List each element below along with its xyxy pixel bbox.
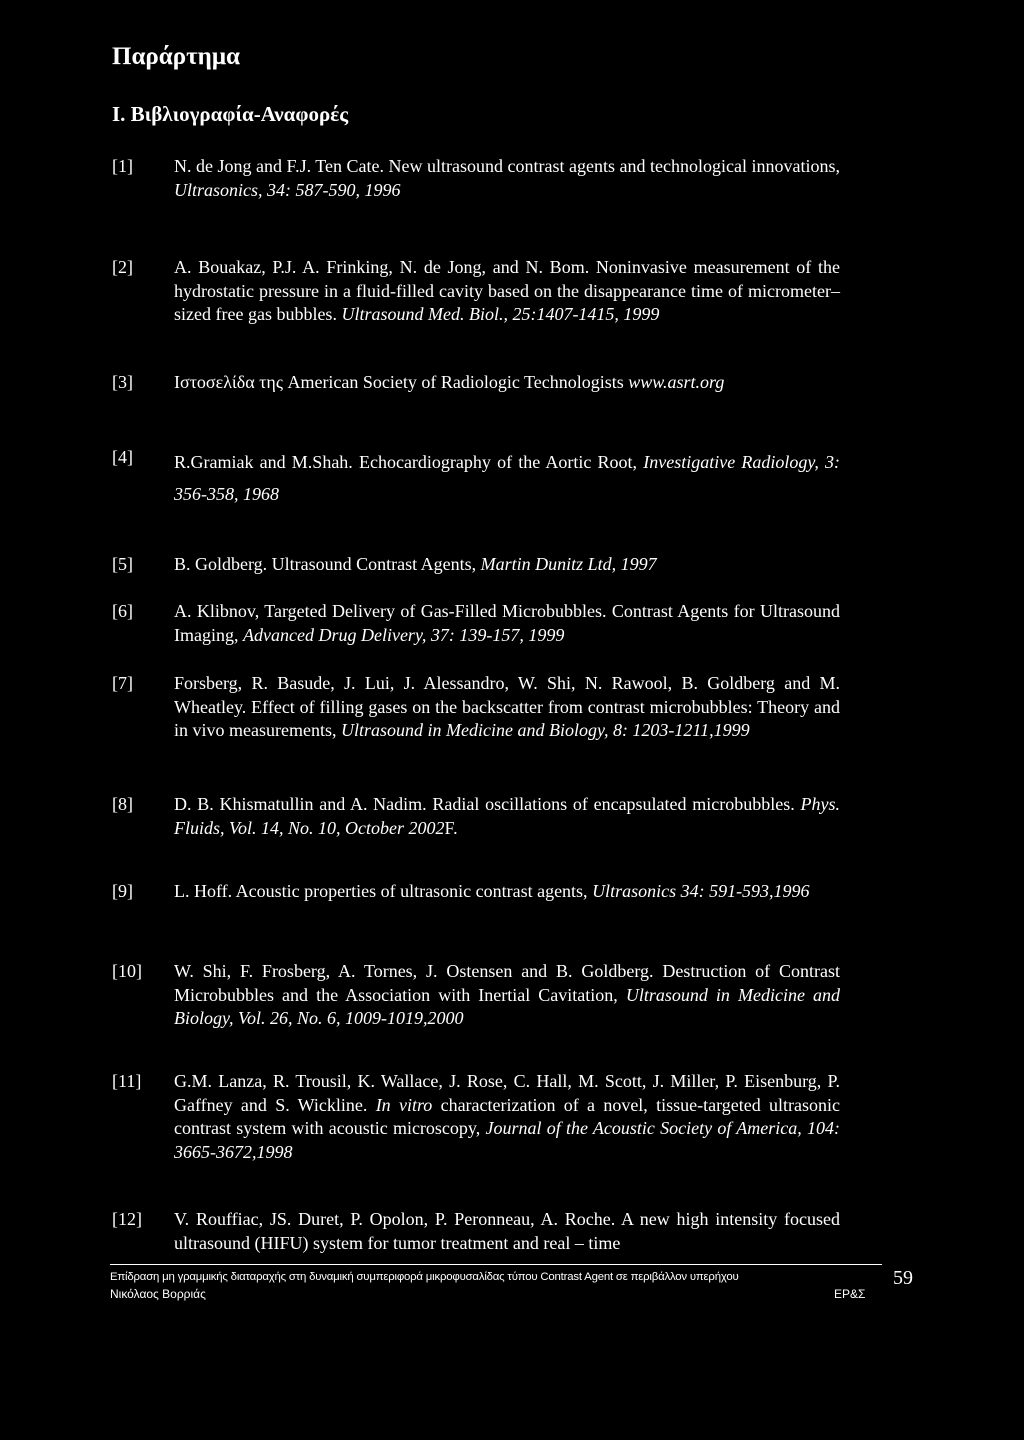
- reference-source: Phys. Fluids, Vol. 14, No. 10, October 2002: [174, 794, 840, 838]
- reference-number: [10]: [112, 961, 142, 981]
- page-title: Παράρτημα: [112, 43, 240, 70]
- reference-text: [174, 600, 840, 647]
- page-number: 59: [893, 1267, 913, 1289]
- reference-number: [11]: [112, 1071, 142, 1091]
- section-title: I. Βιβλιογραφία-Αναφορές: [112, 102, 349, 126]
- reference-source: Ultrasound in Medicine and Biology, 8: 1203-1211,1999: [340, 720, 750, 740]
- reference-segment: R.Gramiak and M.Shah. Echocardiography of the Aortic Root,: [174, 452, 644, 472]
- reference-segment: V. Rouffiac, JS. Duret, P. Opolon, P. Peronneau, A. Roche. A new high intensity focused ultrasound (HIFU) system for tumor treatment and real – time: [174, 1209, 840, 1253]
- reference-number: [2]: [112, 257, 133, 277]
- footer-department: ΕΡ&Σ: [834, 1287, 866, 1301]
- reference-segment: D. B. Khismatullin and A. Nadim. Radial oscillations of encapsulated microbubbles.: [174, 794, 801, 814]
- reference-segment: characterization of a novel, tissue-targeted ultrasonic contrast system with acoustic microscopy,: [174, 1094, 840, 1138]
- reference-text: [174, 1208, 840, 1255]
- reference-source: Advanced Drug Delivery, 37: 139-157, 1999: [243, 624, 565, 645]
- reference-segment: A. Klibnov, Targeted Delivery of Gas-Filled Microbubbles. Contrast Agents for Ultrasound Imaging,: [174, 601, 840, 645]
- reference-source: Martin Dunitz Ltd, 1997: [480, 554, 657, 574]
- reference-source: www.asrt.org: [628, 372, 725, 392]
- reference-text: [174, 155, 840, 202]
- reference-number: [4]: [112, 447, 133, 467]
- reference-segment: B. Goldberg. Ultrasound Contrast Agents,: [174, 554, 481, 574]
- reference-text: [174, 371, 840, 395]
- reference-number: [12]: [112, 1209, 142, 1229]
- reference-text: [174, 256, 840, 327]
- reference-text: [174, 1070, 840, 1164]
- reference-segment: A. Bouakaz, P.J. A. Frinking, N. de Jong, and N. Bom. Noninvasive measurement of the hydrostatic pressure in a fluid-filled cavity based on the disappearance time of micrometer–sized free gas bubbles.: [174, 257, 840, 324]
- reference-segment: Ιστοσελίδα της American Society of Radiologic Technologists: [174, 372, 629, 392]
- footer-rule: [110, 1264, 882, 1265]
- reference-segment: N. de Jong and F.J. Ten Cate. New ultrasound contrast agents and technological innovations,: [174, 156, 840, 176]
- reference-text: [174, 553, 840, 577]
- reference-number: [9]: [112, 881, 133, 901]
- reference-text: [174, 793, 840, 840]
- reference-text: [174, 446, 840, 510]
- reference-number: [8]: [112, 794, 133, 814]
- reference-number: [3]: [112, 372, 133, 392]
- reference-number: [5]: [112, 554, 133, 574]
- reference-segment: L. Hoff. Acoustic properties of ultrasonic contrast agents,: [174, 881, 593, 901]
- reference-segment: Forsberg, R. Basude, J. Lui, J. Alessandro, W. Shi, N. Rawool, B. Goldberg and M. Wheatley. Effect of filling gases on the backscatter from contrast microbubbles: Theory and in vivo measurements,: [174, 673, 840, 740]
- reference-segment: G.M. Lanza, R. Trousil, K. Wallace, J. Rose, C. Hall, M. Scott, J. Miller, P. Eisenburg, P. Gaffney and S. Wickline.: [174, 1071, 840, 1115]
- reference-source: In vitro: [375, 1094, 433, 1115]
- reference-source: Ultrasonics 34: 591-593,1996: [592, 881, 810, 901]
- reference-number: [6]: [112, 601, 133, 621]
- reference-source: Ultrasound in Medicine and Biology, Vol. 26, No. 6, 1009-1019,2000: [174, 984, 840, 1028]
- reference-segment: W. Shi, F. Frosberg, A. Tornes, J. Ostensen and B. Goldberg. Destruction of Contrast Microbubbles and the Association with Inertial Cavitation,: [174, 961, 840, 1005]
- reference-text: [174, 672, 840, 743]
- reference-source: Journal of the Acoustic Society of America, 104: 3665-3672,1998: [174, 1118, 840, 1162]
- reference-source: Ultrasound Med. Biol., 25:1407-1415, 1999: [341, 304, 660, 324]
- reference-number: [1]: [112, 156, 133, 176]
- reference-source: Investigative Radiology, 3: 356-358, 1968: [174, 452, 840, 504]
- reference-segment: F.: [444, 817, 458, 838]
- reference-source: Ultrasonics, 34: 587-590, 1996: [174, 179, 401, 200]
- reference-text: [174, 880, 840, 904]
- reference-text: [174, 960, 840, 1031]
- reference-number: [7]: [112, 673, 133, 693]
- footer-thesis-title: Επίδραση μη γραμμικής διαταραχής στη δυναμική συμπεριφορά μικροφυσαλίδας τύπου Contrast Agent σε περιβάλλον υπερήχου: [110, 1271, 739, 1283]
- footer-author: Νικόλαος Βορριάς: [110, 1287, 206, 1301]
